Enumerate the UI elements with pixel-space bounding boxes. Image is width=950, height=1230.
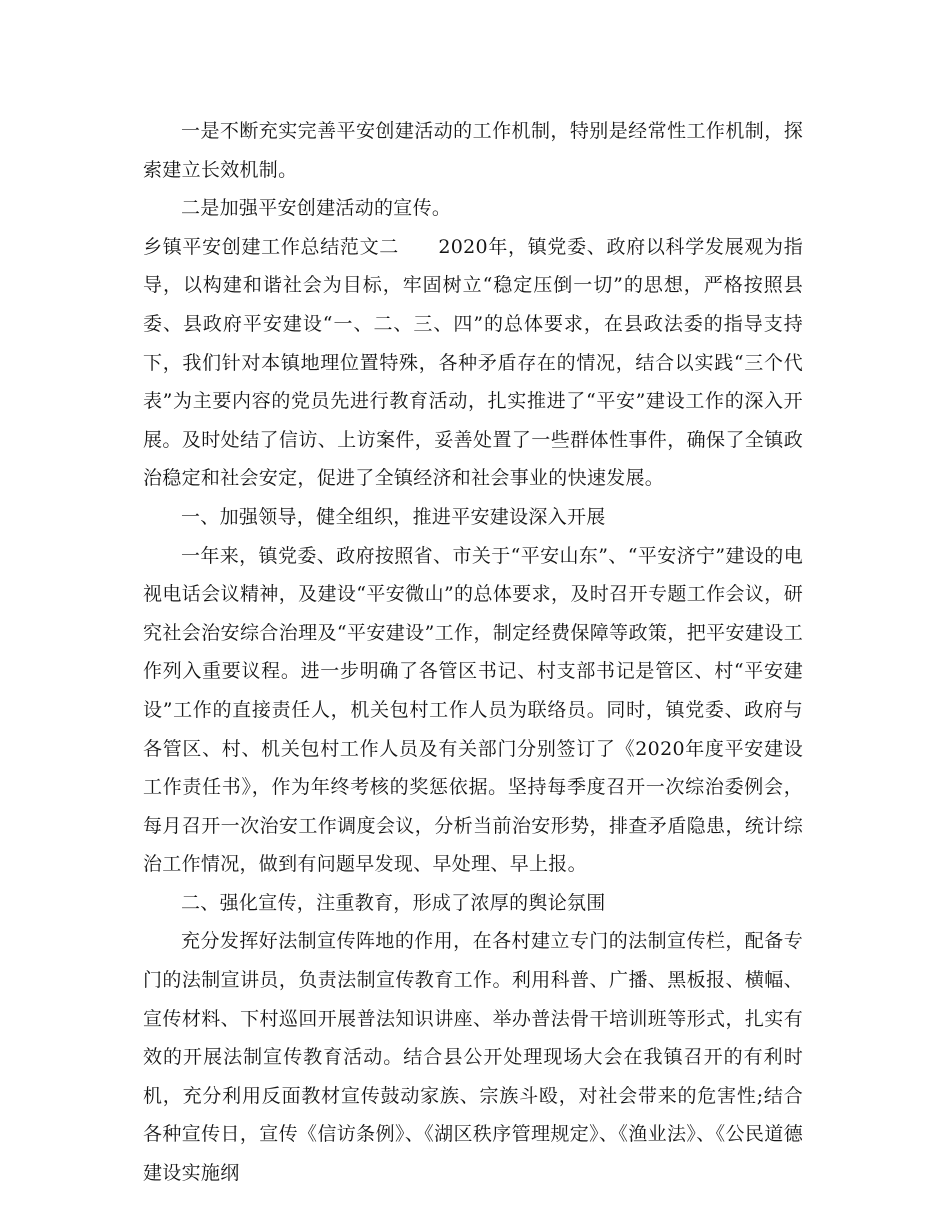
paragraph-education: 充分发挥好法制宣传阵地的作用，在各村建立专门的法制宣传栏，配备专门的法制宣讲员，负责法制宣传教育工作。利用科普、广播、黑板报、横幅、宣传材料、下村巡回开展普法知识讲座、举办普法骨干培训班等形式，扎实有效的开展法制宣传教育活动。结合县公开处理现场大会在我镇召开的有利时机，充分利用反面教材宣传鼓动家族、宗族斗殴，对社会带来的危害性;结合各种宣传日，宣传《信访条例》、《湖区秩序管理规定》、《渔业法》、《公民道德建设实施纲 bbox=[143, 930, 803, 1185]
paragraph-summary-intro: 乡镇平安创建工作总结范文二 2020年，镇党委、政府以科学发展观为指导，以构建和谐社会为目标，牢固树立“稳定压倒一切”的思想，严格按照县委、县政府平安建设“一、二、三、四”的总体要求，在县政法委的指导支持下，我们针对本镇地理位置特殊，各种矛盾存在的情况，结合以实践“三个代表”为主要内容的党员先进行教育活动，扎实推进了“平安”建设工作的深入开展。及时处结了信访、上访案件，妥善处置了一些群体性事件，确保了全镇政治稳定和社会安定，促进了全镇经济和社会事业的快速发展。 bbox=[143, 235, 803, 490]
section-heading-leadership: 一、加强领导，健全组织，推进平安建设深入开展 bbox=[181, 505, 606, 528]
paragraph-leadership: 一年来，镇党委、政府按照省、市关于“平安山东”、“平安济宁”建设的电视电话会议精神，及建设“平安微山”的总体要求，及时召开专题工作会议，研究社会治安综合治理及“平安建设”工作，制定经费保障等政策，把平安建设工作列入重要议程。进一步明确了各管区书记、村支部书记是管区、村“平安建设”工作的直接责任人，机关包村工作人员为联络员。同时，镇党委、政府与各管区、村、机关包村工作人员及有关部门分别签订了《2020年度平安建设工作责任书》，作为年终考核的奖惩依据。坚持每季度召开一次综治委例会，每月召开一次治安工作调度会议，分析当前治安形势，排查矛盾隐患，统计综治工作情况，做到有问题早发现、早处理、早上报。 bbox=[143, 544, 803, 876]
paragraph-mechanism: 一是不断充实完善平安创建活动的工作机制，特别是经常性工作机制，探索建立长效机制。 bbox=[143, 120, 803, 181]
document-body bbox=[143, 112, 803, 1193]
paragraph-publicity: 二是加强平安创建活动的宣传。 bbox=[181, 197, 452, 220]
section-heading-education: 二、强化宣传，注重教育，形成了浓厚的舆论氛围 bbox=[181, 891, 606, 914]
